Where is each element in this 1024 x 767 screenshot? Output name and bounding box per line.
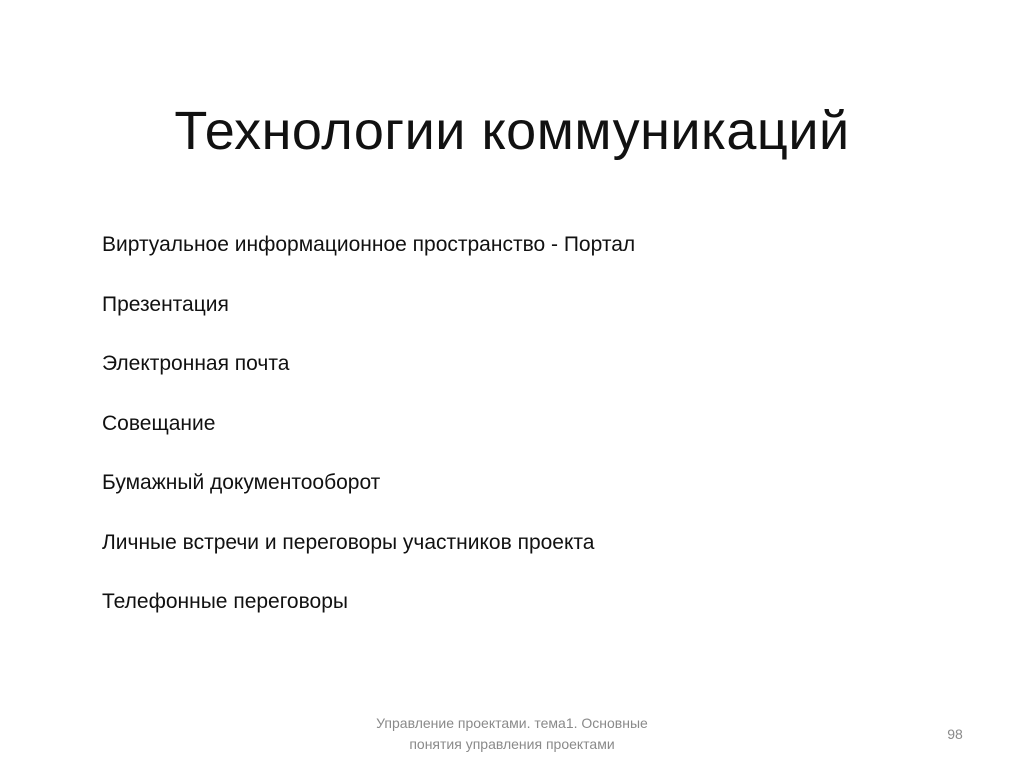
footer-line-1: Управление проектами. тема1. Основные <box>376 715 648 731</box>
slide-footer <box>342 713 682 755</box>
list-item: Презентация <box>102 292 229 316</box>
slide-title: Технологии коммуникаций <box>174 101 850 161</box>
list-item: Телефонные переговоры <box>102 590 348 613</box>
list-item: Виртуальное информационное пространство - Портал <box>102 233 636 256</box>
list-item: Личные встречи и переговоры участников проекта <box>102 530 595 554</box>
communication-technologies-list <box>102 226 635 643</box>
list-item: Бумажный документооборот <box>102 471 381 494</box>
page-number: 98 <box>947 726 963 742</box>
list-item: Совещание <box>102 411 216 435</box>
list-item: Электронная почта <box>102 352 290 375</box>
footer-line-2: понятия управления проектами <box>409 736 615 752</box>
